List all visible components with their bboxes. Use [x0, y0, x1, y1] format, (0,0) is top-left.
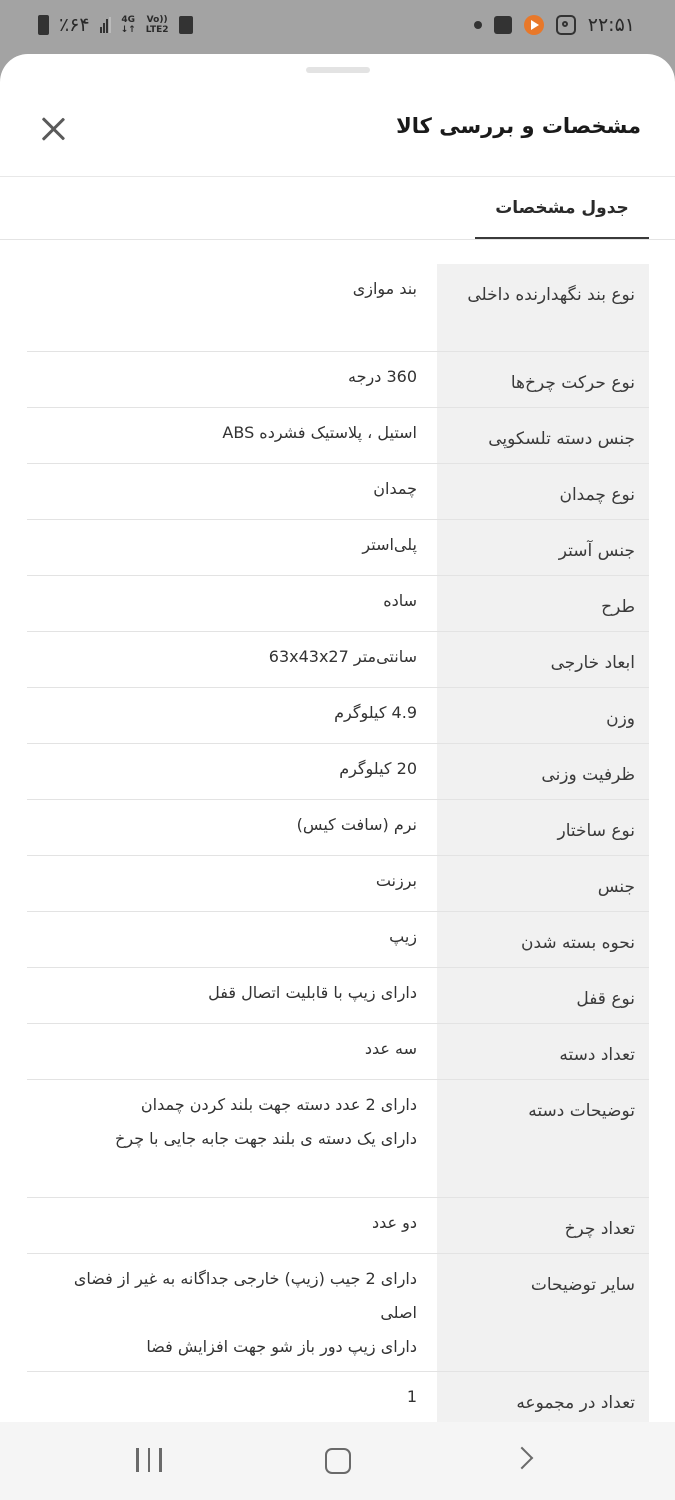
gallery-icon	[494, 16, 512, 34]
spec-value: زیپ	[389, 927, 417, 946]
spec-value: دو عدد	[371, 1213, 417, 1232]
spec-row	[27, 408, 649, 464]
spec-value: بند موازی	[352, 279, 417, 298]
spec-key: تعداد در مجموعه	[437, 1372, 649, 1422]
spec-row	[27, 520, 649, 576]
home-icon[interactable]	[325, 1448, 351, 1474]
video-player-icon	[524, 15, 544, 35]
spec-row	[27, 912, 649, 968]
volte-badge: Vo)) LTE2	[145, 15, 169, 35]
spec-row	[27, 856, 649, 912]
close-icon[interactable]	[36, 112, 70, 146]
spec-value: دارای زیپ با قابلیت اتصال قفل	[208, 983, 417, 1002]
spec-key: طرح	[437, 576, 649, 631]
spec-key: ظرفیت وزنی	[437, 744, 649, 799]
status-right	[474, 14, 635, 36]
spec-row	[27, 1254, 649, 1372]
tab-spec-table[interactable]: جدول مشخصات	[475, 177, 649, 239]
spec-key: نحوه بسته شدن	[437, 912, 649, 967]
signal-icon	[100, 17, 111, 33]
spec-value: پلی‌استر	[362, 535, 417, 554]
status-left	[38, 14, 193, 36]
spec-key: توضیحات دسته	[437, 1080, 649, 1197]
lock-screen-icon	[179, 16, 193, 34]
spec-value: 20 کیلوگرم	[339, 759, 417, 778]
spec-key: نوع بند نگهدارنده داخلی	[437, 264, 649, 351]
tab-bar	[0, 177, 675, 240]
spec-key: جنس	[437, 856, 649, 911]
spec-row	[27, 1024, 649, 1080]
spec-key: نوع قفل	[437, 968, 649, 1023]
spec-row	[27, 264, 649, 352]
spec-row	[27, 352, 649, 408]
spec-row	[27, 576, 649, 632]
spec-row	[27, 1372, 649, 1422]
spec-value: ساده	[383, 591, 417, 610]
spec-value: سه عدد	[364, 1039, 417, 1058]
notification-dot-icon	[474, 21, 482, 29]
spec-key: ابعاد خارجی	[437, 632, 649, 687]
spec-value: برزنت	[375, 871, 417, 890]
spec-value: چمدان	[373, 479, 417, 498]
spec-key: تعداد دسته	[437, 1024, 649, 1079]
clock: ۲۲:۵۱	[587, 14, 635, 36]
status-bar	[0, 0, 675, 54]
sheet-header	[0, 94, 675, 177]
spec-bottom-sheet	[0, 54, 675, 1422]
spec-key: جنس آستر	[437, 520, 649, 575]
drag-handle[interactable]	[306, 67, 370, 73]
instagram-icon	[556, 15, 576, 35]
spec-key: تعداد چرخ	[437, 1198, 649, 1253]
spec-row	[27, 800, 649, 856]
spec-row	[27, 464, 649, 520]
spec-key: نوع ساختار	[437, 800, 649, 855]
spec-key: جنس دسته تلسکوپی	[437, 408, 649, 463]
spec-value: دارای 2 جیب (زیپ) خارجی جداگانه به غیر از فضای اصلی دارای زیپ دور باز شو جهت افزایش فضا	[73, 1269, 417, 1356]
spec-value: دارای 2 عدد دسته جهت بلند کردن چمدان دارای یک دسته ی بلند جهت جابه جایی با چرخ	[115, 1095, 417, 1148]
spec-value: نرم (سافت کیس)	[296, 815, 417, 834]
spec-value: استیل ، پلاستیک فشرده ABS	[222, 423, 417, 442]
spec-key: سایر توضیحات	[437, 1254, 649, 1371]
spec-row	[27, 632, 649, 688]
spec-value: 4.9 کیلوگرم	[334, 703, 417, 722]
spec-row	[27, 744, 649, 800]
back-icon[interactable]	[511, 1447, 534, 1470]
spec-key: وزن	[437, 688, 649, 743]
spec-value: 1	[406, 1387, 417, 1406]
spec-row	[27, 968, 649, 1024]
battery-icon	[38, 15, 49, 35]
network-badge: 4G ↓↑	[120, 15, 136, 35]
spec-value: سانتی‌متر 63x43x27	[268, 647, 417, 666]
spec-key: نوع حرکت چرخ‌ها	[437, 352, 649, 407]
battery-level: ٪۶۴	[59, 14, 90, 36]
navigation-bar	[0, 1422, 675, 1500]
spec-value: 360 درجه	[348, 367, 417, 386]
spec-row	[27, 1198, 649, 1254]
recents-icon[interactable]	[136, 1448, 162, 1472]
spec-table	[27, 264, 649, 1422]
sheet-title: مشخصات و بررسی کالا	[396, 114, 641, 138]
spec-row	[27, 1080, 649, 1198]
spec-key: نوع چمدان	[437, 464, 649, 519]
spec-row	[27, 688, 649, 744]
